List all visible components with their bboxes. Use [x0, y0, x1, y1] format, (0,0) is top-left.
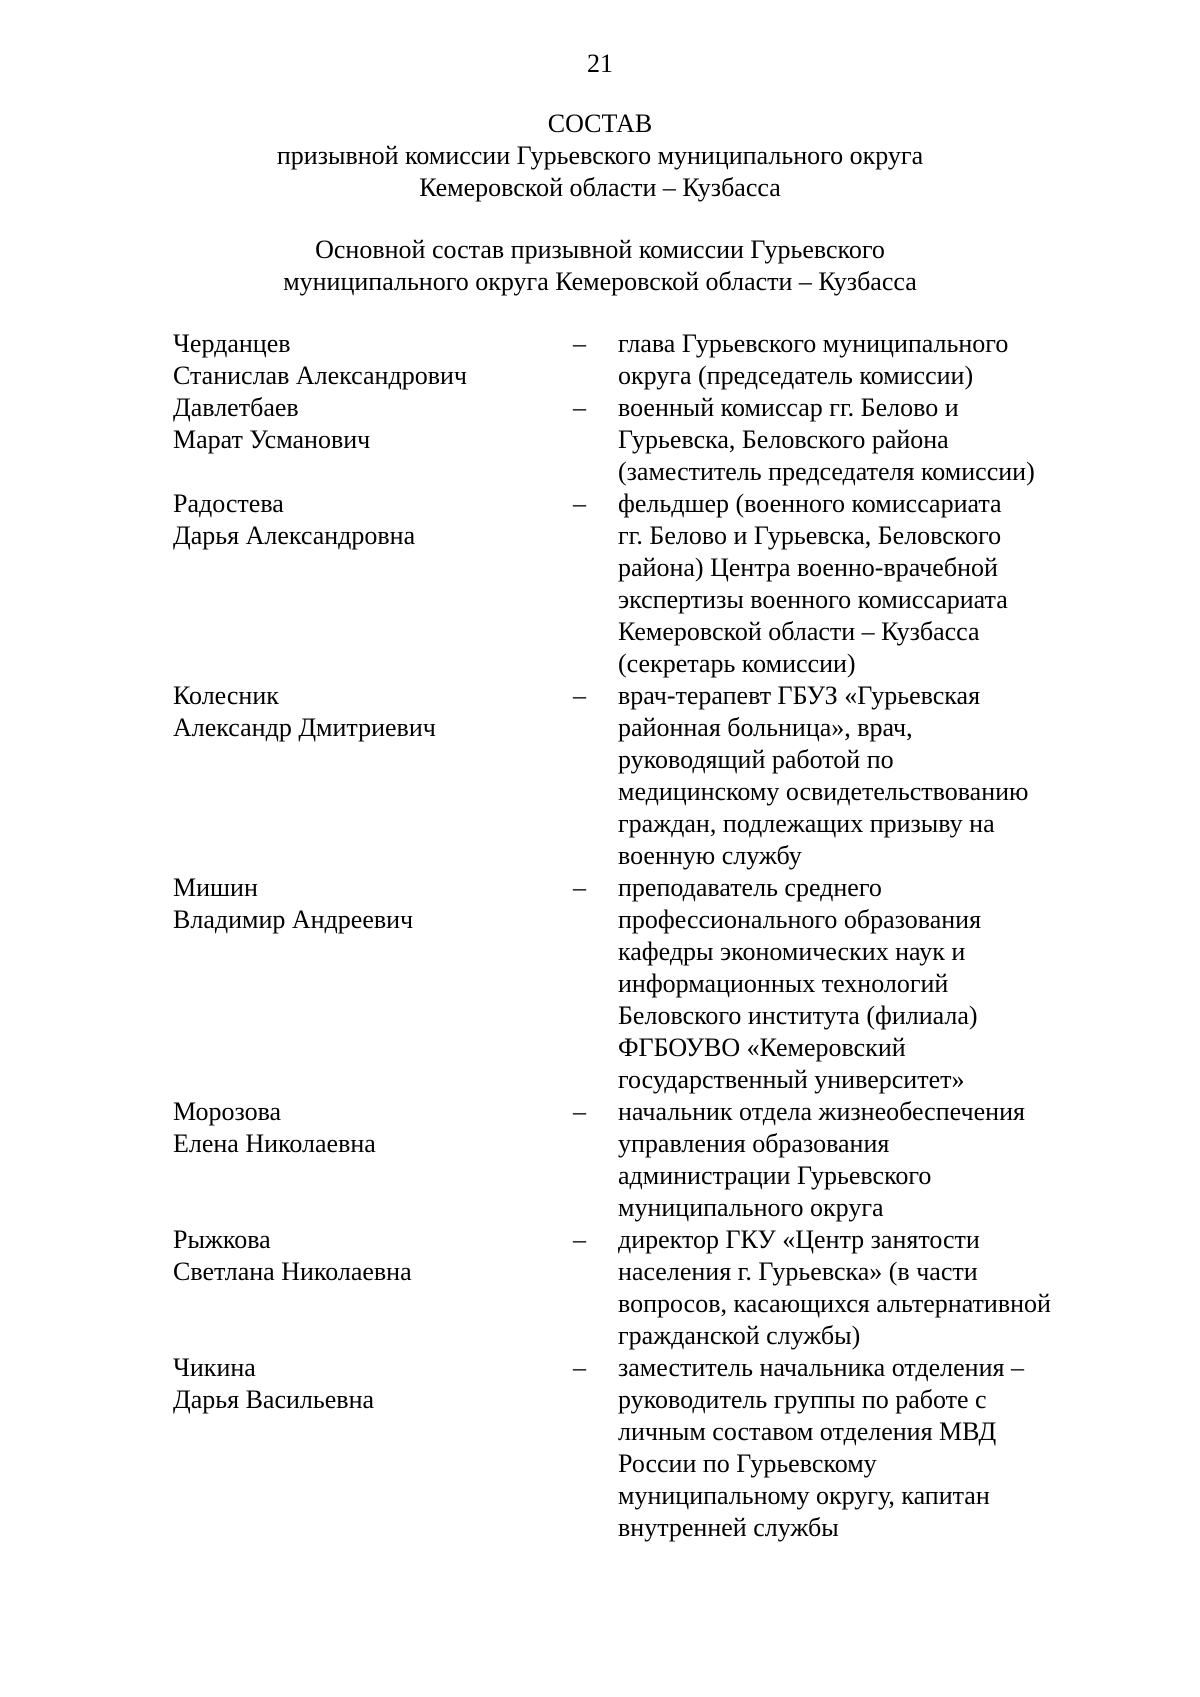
member-dash: –	[573, 1097, 586, 1126]
member-given-names: Елена Николаевна	[173, 1129, 376, 1158]
member-dash: –	[573, 1353, 586, 1382]
member-role-line: района) Центра военно-врачебной	[618, 553, 998, 582]
member-given-names: Дарья Александровна	[173, 521, 416, 550]
member-given-names: Владимир Андреевич	[173, 905, 414, 934]
member-role-line: Кемеровской области – Кузбасса	[618, 617, 980, 646]
member-role-line: экспертизы военного комиссариата	[618, 585, 1008, 614]
member-role-line: фельдшер (военного комиссариата	[618, 489, 1002, 518]
member-role	[618, 328, 1123, 392]
member-surname: Черданцев	[173, 329, 291, 358]
member-dash: –	[573, 393, 586, 422]
member-role-line: личным составом отделения МВД	[618, 1417, 997, 1446]
member-name	[173, 328, 573, 392]
member-given-names: Светлана Николаевна	[173, 1257, 412, 1286]
member-role-line: вопросов, касающихся альтернативной	[618, 1289, 1051, 1318]
member-role-line: России по Гурьевскому	[618, 1449, 877, 1478]
member-role-line: информационных технологий	[618, 969, 949, 998]
member-role-line: гражданской службы)	[618, 1321, 861, 1350]
member-role-line: районная больница», врач,	[618, 713, 913, 742]
member-dash: –	[573, 873, 586, 902]
member-role-line: населения г. Гурьевска» (в части	[618, 1257, 978, 1286]
member-role-line: округа (председатель комиссии)	[618, 361, 974, 390]
member-name	[173, 1352, 573, 1544]
member-role-line: ФГБОУВО «Кемеровский	[618, 1033, 906, 1062]
member-surname: Давлетбаев	[173, 393, 299, 422]
member-given-names: Станислав Александрович	[173, 361, 467, 390]
member-role-line: руководящий работой по	[618, 745, 894, 774]
member-role-line: заместитель начальника отделения –	[618, 1353, 1024, 1382]
member-role	[618, 872, 1123, 1096]
member-role-line: муниципального округа	[618, 1193, 884, 1222]
member-name	[173, 392, 573, 488]
member-role	[618, 1352, 1123, 1544]
member-dash: –	[573, 681, 586, 710]
member-given-names: Александр Дмитриевич	[173, 713, 436, 742]
member-row	[173, 872, 1123, 1096]
member-surname: Колесник	[173, 681, 279, 710]
member-role	[618, 680, 1123, 872]
subtitle-line-2: муниципального округа Кемеровской области – Кузбасса	[283, 267, 917, 296]
member-role-line: Беловского института (филиала)	[618, 1001, 978, 1030]
member-role-line: граждан, подлежащих призыву на	[618, 809, 995, 838]
members-list	[173, 328, 1123, 1544]
member-role-line: управления образования	[618, 1129, 890, 1158]
member-given-names: Марат Усманович	[173, 425, 371, 454]
member-role-line: врач-терапевт ГБУЗ «Гурьевская	[618, 681, 981, 710]
member-role-line: военную службу	[618, 841, 802, 870]
page-number: 21	[587, 49, 613, 78]
member-row	[173, 392, 1123, 488]
member-row	[173, 328, 1123, 392]
member-role-line: глава Гурьевского муниципального	[618, 329, 1009, 358]
member-role	[618, 488, 1123, 680]
title-line-1: призывной комиссии Гурьевского муниципального округа	[276, 141, 924, 170]
document-title	[0, 108, 1200, 204]
member-role	[618, 1096, 1123, 1224]
member-row	[173, 488, 1123, 680]
member-row	[173, 1224, 1123, 1352]
member-role-line: медицинскому освидетельствованию	[618, 777, 1029, 806]
member-row	[173, 1352, 1123, 1544]
title-heading: СОСТАВ	[547, 109, 653, 138]
member-role-line: директор ГКУ «Центр занятости	[618, 1225, 980, 1254]
member-surname: Рыжкова	[173, 1225, 271, 1254]
member-name	[173, 488, 573, 680]
member-role-line: администрации Гурьевского	[618, 1161, 932, 1190]
member-role-line: Гурьевска, Беловского района	[618, 425, 949, 454]
member-role-line: гг. Белово и Гурьевска, Беловского	[618, 521, 1002, 550]
member-role-line: муниципальному округу, капитан	[618, 1481, 990, 1510]
member-role-line: государственный университет»	[618, 1065, 965, 1094]
member-name	[173, 872, 573, 1096]
member-role-line: военный комиссар гг. Белово и	[618, 393, 959, 422]
member-surname: Морозова	[173, 1097, 282, 1126]
member-surname: Радостева	[173, 489, 284, 518]
member-surname: Чикина	[173, 1353, 256, 1382]
member-name	[173, 1224, 573, 1352]
subtitle-line-1: Основной состав призывной комиссии Гурьевского	[315, 235, 885, 264]
member-role-line: преподаватель среднего	[618, 873, 882, 902]
member-dash: –	[573, 329, 586, 358]
member-dash: –	[573, 489, 586, 518]
member-role	[618, 1224, 1123, 1352]
member-role-line: руководитель группы по работе с	[618, 1385, 987, 1414]
section-subtitle	[0, 234, 1200, 298]
member-role	[618, 392, 1123, 488]
member-role-line: начальник отдела жизнеобеспечения	[618, 1097, 1025, 1126]
member-name	[173, 1096, 573, 1224]
member-given-names: Дарья Васильевна	[173, 1385, 375, 1414]
member-name	[173, 680, 573, 872]
member-role-line: (секретарь комиссии)	[618, 649, 856, 678]
title-line-2: Кемеровской области – Кузбасса	[419, 173, 781, 202]
member-row	[173, 1096, 1123, 1224]
member-dash: –	[573, 1225, 586, 1254]
member-role-line: кафедры экономических наук и	[618, 937, 966, 966]
member-surname: Мишин	[173, 873, 258, 902]
member-role-line: (заместитель председателя комиссии)	[618, 457, 1035, 486]
member-row	[173, 680, 1123, 872]
member-role-line: профессионального образования	[618, 905, 982, 934]
member-role-line: внутренней службы	[618, 1513, 839, 1542]
